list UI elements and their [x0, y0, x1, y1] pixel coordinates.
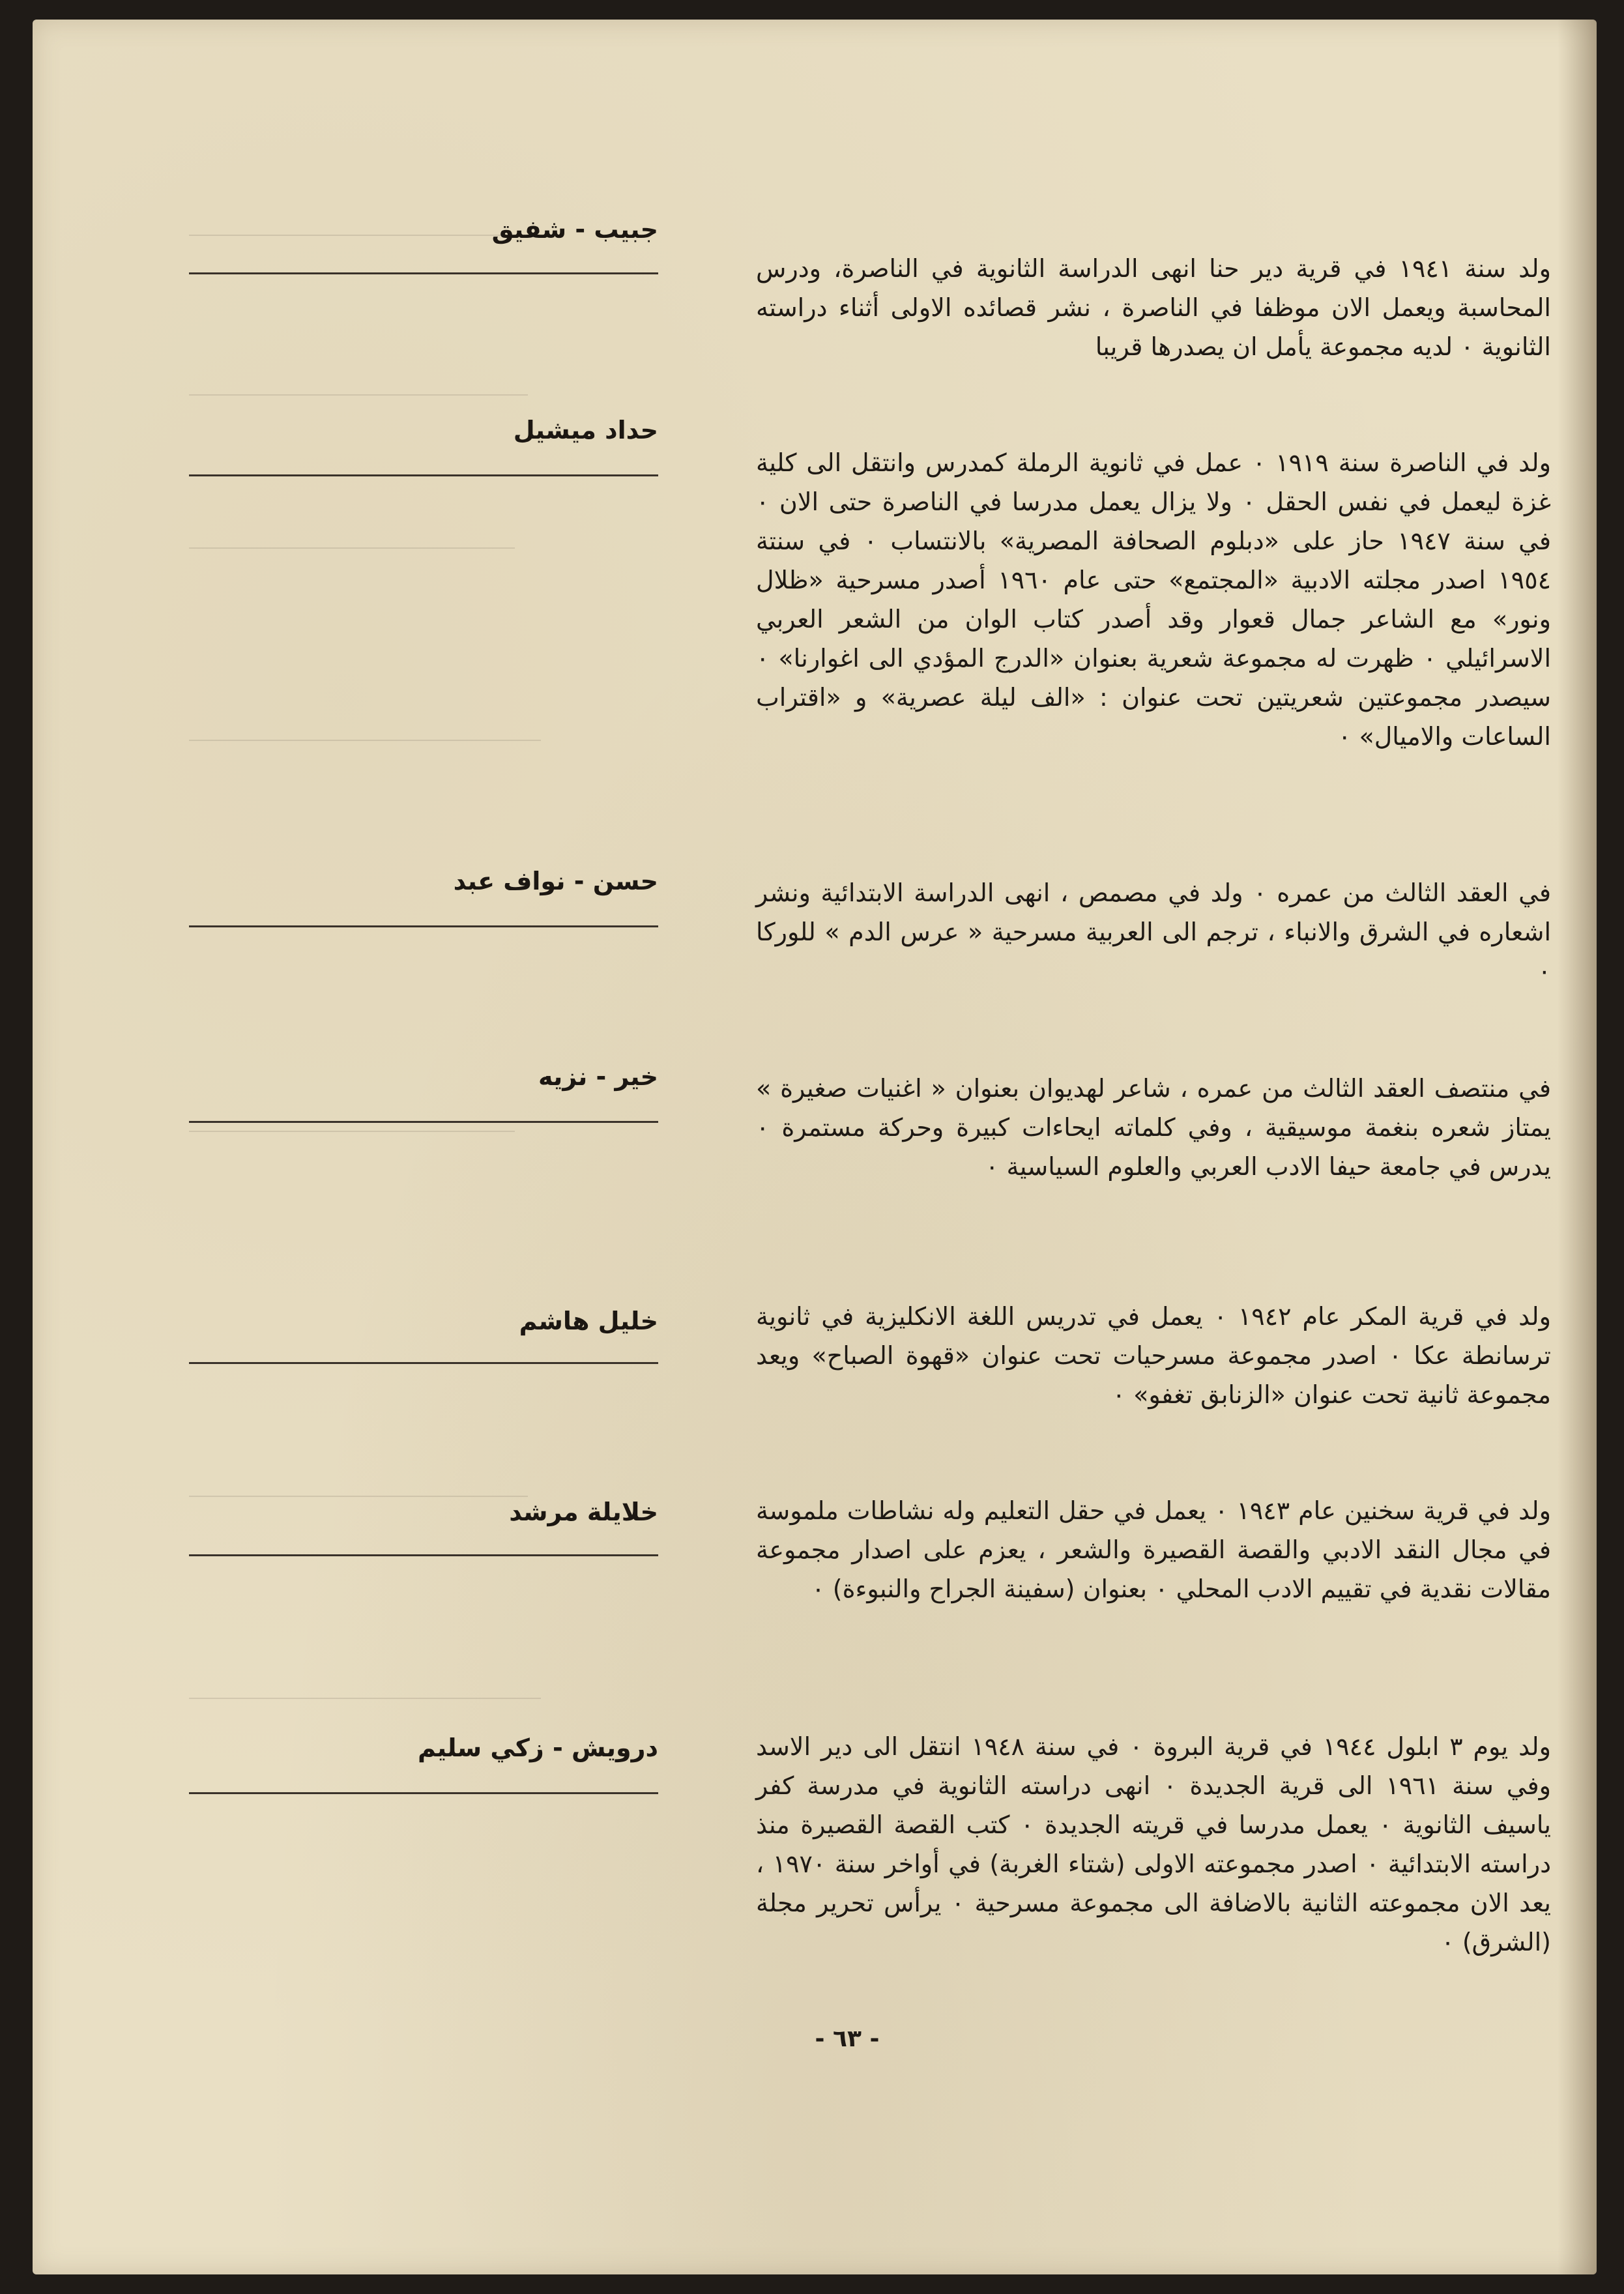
bleed-through-line [189, 740, 541, 741]
poet-biography: ولد يوم ٣ ابلول ١٩٤٤ في قرية البروة ٠ في سنة ١٩٤٨ انتقل الى دير الاسد وفي سنة ١٩٦١ الى قرية الجديدة ٠ انهى دراسته الثانوية في مدرسة كفر ياسيف الثانوية ٠ يعمل مدرسا في قريته الجديدة ٠ كتب القصة القصيرة منذ دراسته الابتدائية ٠ اصدر مجموعته الاولى (شتاء الغربة) في أواخر سنة ١٩٧٠ ، يعد الان مجموعته الثانية بالاضافة الى مجموعة مسرحية ٠ يرأس تحرير مجلة (الشرق) ٠ [756, 1732, 1551, 1956]
bleed-through-line [189, 1131, 515, 1132]
name-underline [189, 1554, 658, 1556]
name-underline [189, 474, 658, 476]
bleed-through-line [189, 1698, 541, 1699]
poet-biography: ولد سنة ١٩٤١ في قرية دير حنا انهى الدراسة الثانوية في الناصرة، ودرس المحاسبة ويعمل الان موظفا في الناصرة ، نشر قصائده الاولى أثناء دراسته الثانوية ٠ لديه مجموعة يأمل ان يصدرها قريبا [756, 254, 1551, 361]
name-underline [189, 925, 658, 927]
poet-name: حداد ميشيل [513, 416, 658, 444]
bleed-through-line [189, 1496, 528, 1497]
page-edge-shadow [1558, 20, 1597, 2274]
name-underline [189, 1121, 658, 1123]
poet-name: درويش - زكي سليم [417, 1734, 658, 1762]
document-page [33, 20, 1597, 2274]
poet-name: حسن - نواف عبد [453, 867, 658, 895]
bleed-through-line [189, 547, 515, 549]
poet-name: خليل هاشم [519, 1307, 658, 1335]
bleed-through-line [189, 394, 528, 396]
poet-biography: ولد في الناصرة سنة ١٩١٩ ٠ عمل في ثانوية الرملة كمدرس وانتقل الى كلية غزة ليعمل في نفس الحقل ٠ ولا يزال يعمل مدرسا في الناصرة حتى الان ٠ في سنة ١٩٤٧ حاز على «دبلوم الصحافة المصرية» بالانتساب ٠ في سنتة ١٩٥٤ اصدر مجلته الادبية «المجتمع» حتى عام ١٩٦٠ أصدر مسرحية «ظلال ونور» مع الشاعر جمال قعوار وقد أصدر كتاب الوان من الشعر العربي الاسرائيلي ٠ ظهرت له مجموعة شعرية بعنوان «الدرج المؤدي الى اغوارنا» ٠ سيصدر مجموعتين شعريتين تحت عنوان : «الف ليلة عصرية» و «اقتراب الساعات والاميال» ٠ [756, 448, 1552, 751]
poet-name: خلايلة مرشد [509, 1498, 658, 1526]
name-underline [189, 1792, 658, 1794]
name-underline [189, 272, 658, 274]
poet-biography: ولد في قرية المكر عام ١٩٤٢ ٠ يعمل في تدريس اللغة الانكليزية في ثانوية ترسانطة عكا ٠ اصدر مجموعة مسرحيات تحت عنوان «قهوة الصباح» ويعد مجموعة ثانية تحت عنوان «الزنابق تغفو» ٠ [756, 1302, 1551, 1409]
poet-biography: في العقد الثالث من عمره ٠ ولد في مصمص ، انهى الدراسة الابتدائية ونشر اشعاره في الشرق والانباء ، ترجم الى العربية مسرحية « عرس الدم » للوركا ٠ [756, 878, 1551, 985]
poet-name: جبيب - شفيق [491, 215, 658, 244]
poet-name: خير - نزيه [538, 1062, 658, 1091]
poet-biography: ولد في قرية سخنين عام ١٩٤٣ ٠ يعمل في حقل التعليم وله نشاطات ملموسة في مجال النقد الادبي والقصة القصيرة والشعر ، يعزم على اصدار مجموعة مقالات نقدية في تقييم الادب المحلي ٠ بعنوان (سفينة الجراح والنبوءة) ٠ [756, 1496, 1551, 1603]
page-number: - ٦٣ - [815, 2025, 880, 2052]
name-underline [189, 1362, 658, 1364]
poet-biography: في منتصف العقد الثالث من عمره ، شاعر لهديوان بعنوان « اغنيات صغيرة » يمتاز شعره بنغمة موسيقية ، وفي كلماته ايحاءات كبيرة وحركة مستمرة ٠ يدرس في جامعة حيفا الادب العربي والعلوم السياسية ٠ [756, 1074, 1551, 1181]
